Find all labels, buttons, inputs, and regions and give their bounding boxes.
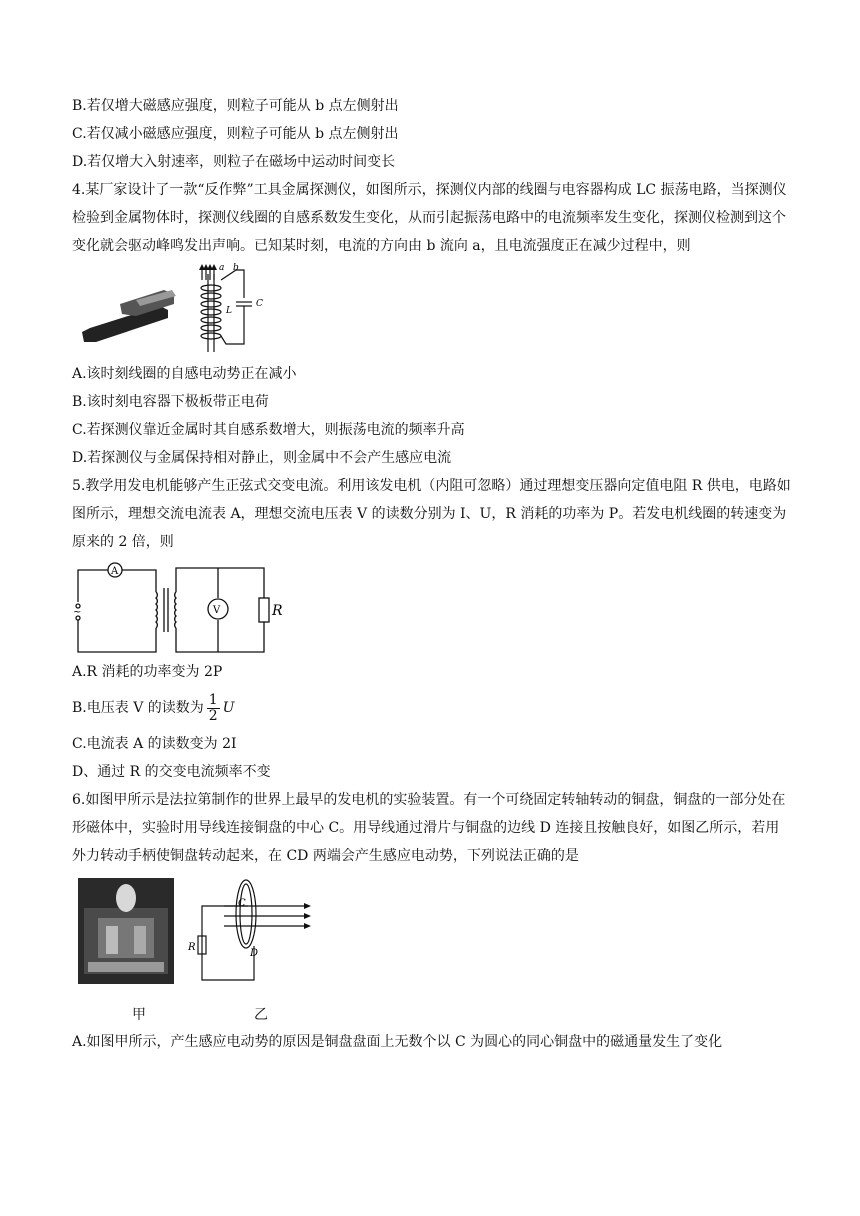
q3-option-d: D.若仅增大入射速率，则粒子在磁场中运动时间变长	[72, 154, 396, 170]
voltmeter-label: V	[213, 605, 221, 616]
label-c: C	[256, 299, 263, 309]
label-b: b	[233, 263, 239, 273]
q5-option-d: D、通过 R 的交变电流频率不变	[72, 764, 271, 780]
q4-option-d: D.若探测仪与金属保持相对静止，则金属中不会产生感应电流	[72, 450, 452, 466]
q4-stem: 4.某厂家设计了一款“反作弊”工具金属探测仪，如图所示，探测仪内部的线圈与电容器构成 LC 振荡电路，当探测仪检验到金属物体时，探测仪线圈的自感系数发生变化，从而引起振荡电路中的电流频率发生变化，探测仪检测到这个变化就会驱动峰鸣发出声响。已知某时刻，电流的方向由 b 流向 a，且电流强度正在减少过程中，则	[72, 182, 787, 254]
label-r: R	[188, 942, 196, 953]
q5-circuit-diagram	[72, 562, 302, 662]
q6-option-a: A.如图甲所示，产生感应电动势的原因是铜盘盘面上无数个以 C 为圆心的同心铜盘中的磁通量发生了变化	[72, 1034, 723, 1050]
q4-option-c: C.若探测仪靠近金属时其自感系数增大，则振荡电流的频率升高	[72, 422, 465, 438]
q5-stem: 5.教学用发电机能够产生正弦式交变电流。利用该发电机（内阻可忽略）通过理想变压器向定值电阻 R 供电，电路如图所示，理想交流电流表 A，理想交流电压表 V 的读数分别为 I、U，R 消耗的功率为 P。若发电机线圈的转速变为原来的 2 倍，则	[72, 478, 791, 550]
page-content	[72, 92, 792, 1056]
q5-option-b-suffix: U	[222, 700, 235, 716]
q5-option-b	[72, 686, 792, 730]
q6-figures	[72, 878, 792, 1028]
ac-source-label: ~	[73, 607, 82, 618]
caption-yi: 乙	[254, 1007, 268, 1023]
faraday-disk-photo	[78, 878, 174, 984]
q4-option-b: B.该时刻电容器下极板带正电荷	[72, 394, 269, 410]
fraction-numerator: 1	[208, 691, 218, 708]
q4-option-a: A.该时刻线圈的自感电动势正在减小	[72, 366, 297, 382]
faraday-disk-diagram	[184, 878, 324, 990]
detector-probe	[82, 290, 176, 342]
ammeter-label: A	[111, 566, 119, 577]
q5-option-c: C.电流表 A 的读数变为 2I	[72, 736, 237, 752]
q5-option-b-prefix: B.电压表 V 的读数为	[72, 700, 204, 716]
q4-diagram	[76, 260, 336, 360]
label-d: D	[250, 948, 259, 959]
label-a: a	[219, 263, 225, 273]
q4-figure	[72, 260, 792, 360]
fraction	[207, 693, 220, 724]
coil-arrows	[199, 264, 217, 270]
q5-option-a: A.R 消耗的功率变为 2P	[72, 664, 223, 680]
label-l: L	[226, 306, 232, 316]
resistor-label: R	[272, 603, 283, 619]
q3-option-b: B.若仅增大磁感应强度，则粒子可能从 b 点左侧射出	[72, 98, 399, 114]
q3-option-c: C.若仅减小磁感应强度，则粒子可能从 b 点左侧射出	[72, 126, 399, 142]
fraction-denominator: 2	[208, 707, 218, 724]
q5-figure	[72, 556, 792, 656]
q6-stem: 6.如图甲所示是法拉第制作的世界上最早的发电机的实验装置。有一个可绕固定转轴转动的铜盘，铜盘的一部分处在形磁体中，实验时用导线连接铜盘的中心 C。用导线通过滑片与铜盘的边线 D 连接且按触良好，如图乙所示，若用外力转动手柄使铜盘转动起来，在 CD 两端会产生感应电动势，下列说法正确的是	[72, 792, 786, 864]
label-c: C	[238, 898, 246, 909]
caption-jia: 甲	[132, 1007, 146, 1023]
